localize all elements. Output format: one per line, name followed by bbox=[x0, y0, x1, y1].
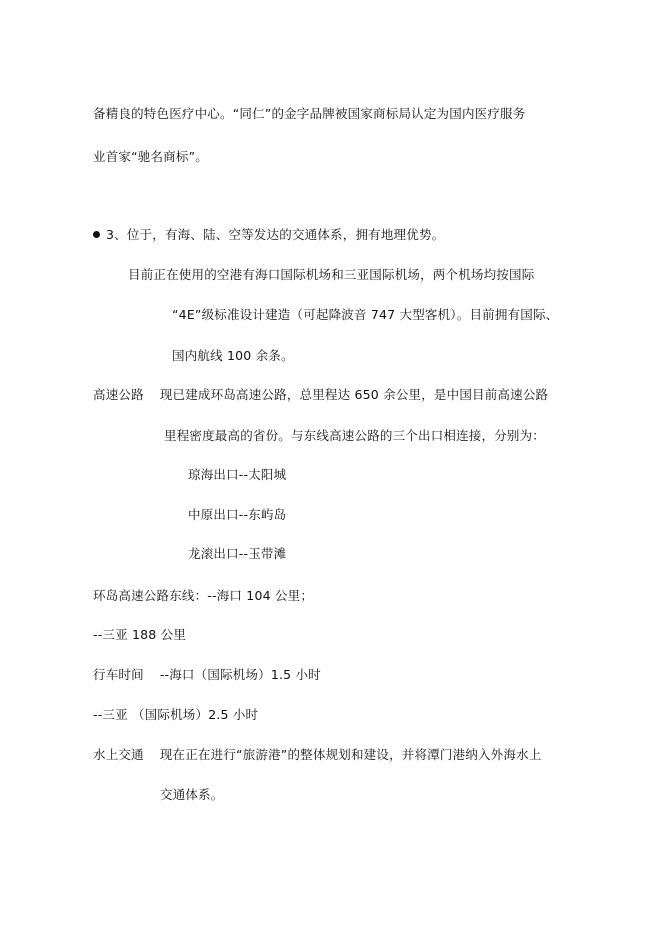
water-label: 水上交通 bbox=[93, 747, 144, 762]
section-3-heading bbox=[93, 227, 444, 243]
highway-east-line: 环岛高速公路东线：--海口 104 公里； bbox=[93, 588, 314, 603]
air-line-1: 目前正在使用的空港有海口国际机场和三亚国际机场，两个机场均按国际 bbox=[128, 267, 535, 282]
section-3-heading-text: 3、位于，有海、陆、空等发达的交通体系，拥有地理优势。 bbox=[106, 227, 445, 242]
travel-time-haikou: --海口（国际机场）1.5 小时 bbox=[159, 667, 321, 682]
water-line-2: 交通体系。 bbox=[160, 787, 224, 802]
air-line-3: 国内航线 100 余条。 bbox=[172, 348, 294, 363]
water-line-1 bbox=[93, 747, 541, 763]
travel-time-line-1 bbox=[93, 667, 321, 683]
highway-sanya-line: --三亚 188 公里 bbox=[93, 627, 187, 642]
paragraph-1-line-2: 业首家“驰名商标”。 bbox=[93, 149, 208, 164]
travel-time-sanya: --三亚 （国际机场）2.5 小时 bbox=[93, 707, 259, 722]
highway-exit-1: 琼海出口--太阳城 bbox=[188, 467, 287, 482]
highway-line-2: 里程密度最高的省份。与东线高速公路的三个出口相连接，分别为： bbox=[164, 428, 546, 443]
water-text-1: 现在正在进行“旅游港”的整体规划和建设，并将潭门港纳入外海水上 bbox=[159, 747, 542, 762]
highway-exit-2: 中原出口--东屿岛 bbox=[188, 507, 287, 522]
highway-exit-3: 龙滚出口--玉带滩 bbox=[188, 546, 287, 561]
paragraph-1-line-1: 备精良的特色医疗中心。“同仁”的金字品牌被国家商标局认定为国内医疗服务 bbox=[93, 106, 526, 121]
highway-label: 高速公路 bbox=[93, 387, 144, 402]
travel-time-label: 行车时间 bbox=[93, 667, 144, 682]
highway-line-1 bbox=[93, 387, 548, 403]
air-line-2: “4E”级标准设计建造（可起降波音 747 大型客机）。目前拥有国际、 bbox=[172, 307, 559, 322]
bullet-icon bbox=[93, 231, 100, 238]
highway-text-1: 现已建成环岛高速公路，总里程达 650 余公里，是中国目前高速公路 bbox=[159, 387, 549, 402]
